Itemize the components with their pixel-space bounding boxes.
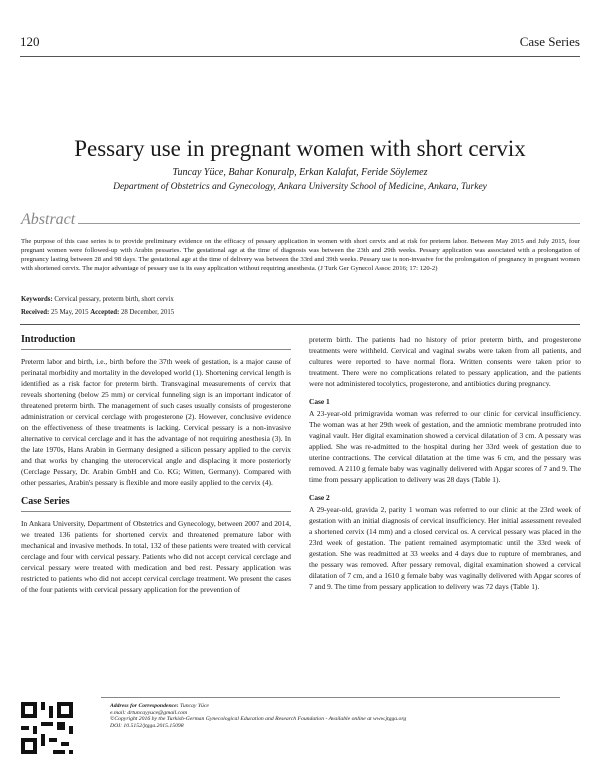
- keywords: Cervical pessary, preterm birth, short cervix: [54, 296, 174, 303]
- case2-paragraph: A 29-year-old, gravida 2, parity 1 woman was referred to our clinic at the 23rd week of gestation with an initial diagnosis of cervical insufficiency. Her initial assessment revealed a shortened cervix (14 mm) and a closed cervical os. A cervical pessary was placed in the 23rd week of gestation. The patient remained asymptomatic until the 33rd week of gestation. She was readmitted at 33 weeks and 4 days due to rupture of membranes, and the pessary was removed. After pessary removal, digital examination showed a cervical dilatation of 7 cm, and a 1610 g female baby was vaginally delivered with Apgar scores of 7 and 9. The time from pessary application to delivery was 72 days (Table 1).: [309, 505, 581, 591]
- case1-paragraph: A 23-year-old primigravida woman was referred to our clinic for cervical insufficiency. The woman was at her 29th week of gestation, and the amniotic membrane protruded into vaginal vault. Her digital examination showed a cervical dilatation of 3 cm. A pessary was applied. She was re-admitted to the hospital during her 33rd week of gestation due to uterine contractions. The cervical dilatation at the time was 6 cm, and the pessary was removed. A 2110 g female baby was vaginally delivered with Apgar scores of 7 and 9. The time from pessary application to delivery was 28 days (Table 1).: [309, 409, 581, 484]
- received-line: [21, 309, 174, 316]
- correspondence-email: e.mail: drtuncayyuce@gmail.com: [110, 709, 188, 716]
- accepted-label: Accepted:: [90, 309, 120, 316]
- intro-heading: Introduction: [21, 334, 76, 345]
- case-series-rule: [21, 511, 291, 512]
- abstract-text: The purpose of this case series is to provide preliminary evidence on the efficacy of pessary application in women with short cervix and at risk for preterm labor. Between May 2015 and July 2015, four pregnant women were followed-up with Arabin pessaries. The gestational age at the time of diagnosis was between the 23th and 29th weeks. Pessary application was associated with a prolongation of pregnancy lasting between 28 and 98 days. The gestational age at the time of delivery was between the 33rd and 39th weeks. Pessary use is non-invasive for the prolongation of pregnancy in pregnant women with shortened cervix. The major advantage of pessary use is its easy application without requiring anesthesia. (J Turk Ger Gynecol Assoc 2016; 17: 120-2): [21, 238, 580, 272]
- header-page-number: 120: [20, 34, 40, 49]
- doi: DOI: 10.5152/jtgga.2015.15098: [110, 722, 184, 729]
- case2-heading: Case 2: [309, 493, 330, 502]
- abstract-rule: [78, 223, 580, 224]
- correspondence-label: Address for Correspondence:: [110, 703, 179, 709]
- header-rule: [20, 56, 580, 57]
- article-title: Pessary use in pregnant women with short cervix: [74, 136, 526, 161]
- received-label: Received:: [21, 309, 50, 316]
- header-section: Case Series: [519, 34, 580, 49]
- continued-paragraph: preterm birth. The patients had no history of prior preterm birth, and progesterone treatments were withheld. Cervical and vaginal swabs were taken from all patients, and cultures were reported to have normal flora. Written consents were taken prior to treatment. There were no complications related to pessary application, and the patients were not administered tocolytics, progesterone, and antibiotics during pregnancy.: [309, 335, 581, 388]
- qr-code-icon: [21, 702, 73, 754]
- accepted-date: 28 December, 2015: [121, 309, 175, 316]
- intro-paragraph: Preterm labor and birth, i.e., birth before the 37th week of gestation, is a major cause of perinatal morbidity and mortality in the developed world (1). Shortening cervical length is identified as a risk factor for preterm birth. Transvaginal measurements of cervix that reveals shortening (below 25 mm) or cervical funneling sign is an important indicator of threatened preterm birth. The management of such cases usually consists of progesterone administration or cervical cerclage with progesterone (2). However, conclusive evidence on the effectiveness of these treatments is lacking. Cervical pessary is a non-invasive alternative to cervical cerclage and it has the advantage of not requiring anesthesia (3). In the late 1970s, Hans Arabin in Germany designed a silicon pessary applied to the cervix and that works by changing the uterocervical angle and displacing it more posteriorly (Cerclage Pessary, Dr. Arabin GmbH and Co. KG; Witten, Germany). Compared with other pessaries, Arabin's pessary is flexible and more easily applied to the cervix (4).: [21, 357, 291, 487]
- affiliation: Department of Obstetrics and Gynecology, Ankara University School of Medicine, Ankara, Turkey: [113, 182, 487, 192]
- case1-heading: Case 1: [309, 397, 330, 406]
- left-column: [21, 334, 291, 603]
- section-rule: [20, 324, 580, 325]
- correspondence-name: Tuncay Yüce: [180, 703, 209, 709]
- authors: Tuncay Yüce, Bahar Konuralp, Erkan Kalafat, Feride Söylemez: [172, 167, 428, 178]
- case-series-heading: Case Series: [21, 496, 70, 507]
- footer-rule: [101, 697, 560, 698]
- right-column: [309, 334, 581, 600]
- keywords-line: [21, 296, 174, 303]
- received-date: 25 May, 2015: [51, 309, 89, 316]
- correspondence-lines: [110, 703, 406, 729]
- copyright: ©Copyright 2016 by the Turkish-German Gynecological Education and Research Foundation - Available online at www.jtgga.org: [110, 716, 407, 723]
- keywords-label: Keywords:: [21, 296, 53, 303]
- abstract-heading: Abstract: [21, 211, 76, 228]
- case-series-paragraph: In Ankara University, Department of Obstetrics and Gynecology, between 2007 and 2014, we treated 136 patients for shortened cervix and threatened premature labor with mechanical and invasive methods. In total, 132 of these patients were treated with cervical cerclage and four with cervical pessary. Patients who did not accept cervical cerclage and cervical pessary were treated with medication and bed rest. Pessary application was restricted to patients who did not accept cervical cerclage treatment. We present the cases of the four patients with cervical pessary application for the prevention of: [21, 519, 291, 594]
- intro-rule: [21, 349, 291, 350]
